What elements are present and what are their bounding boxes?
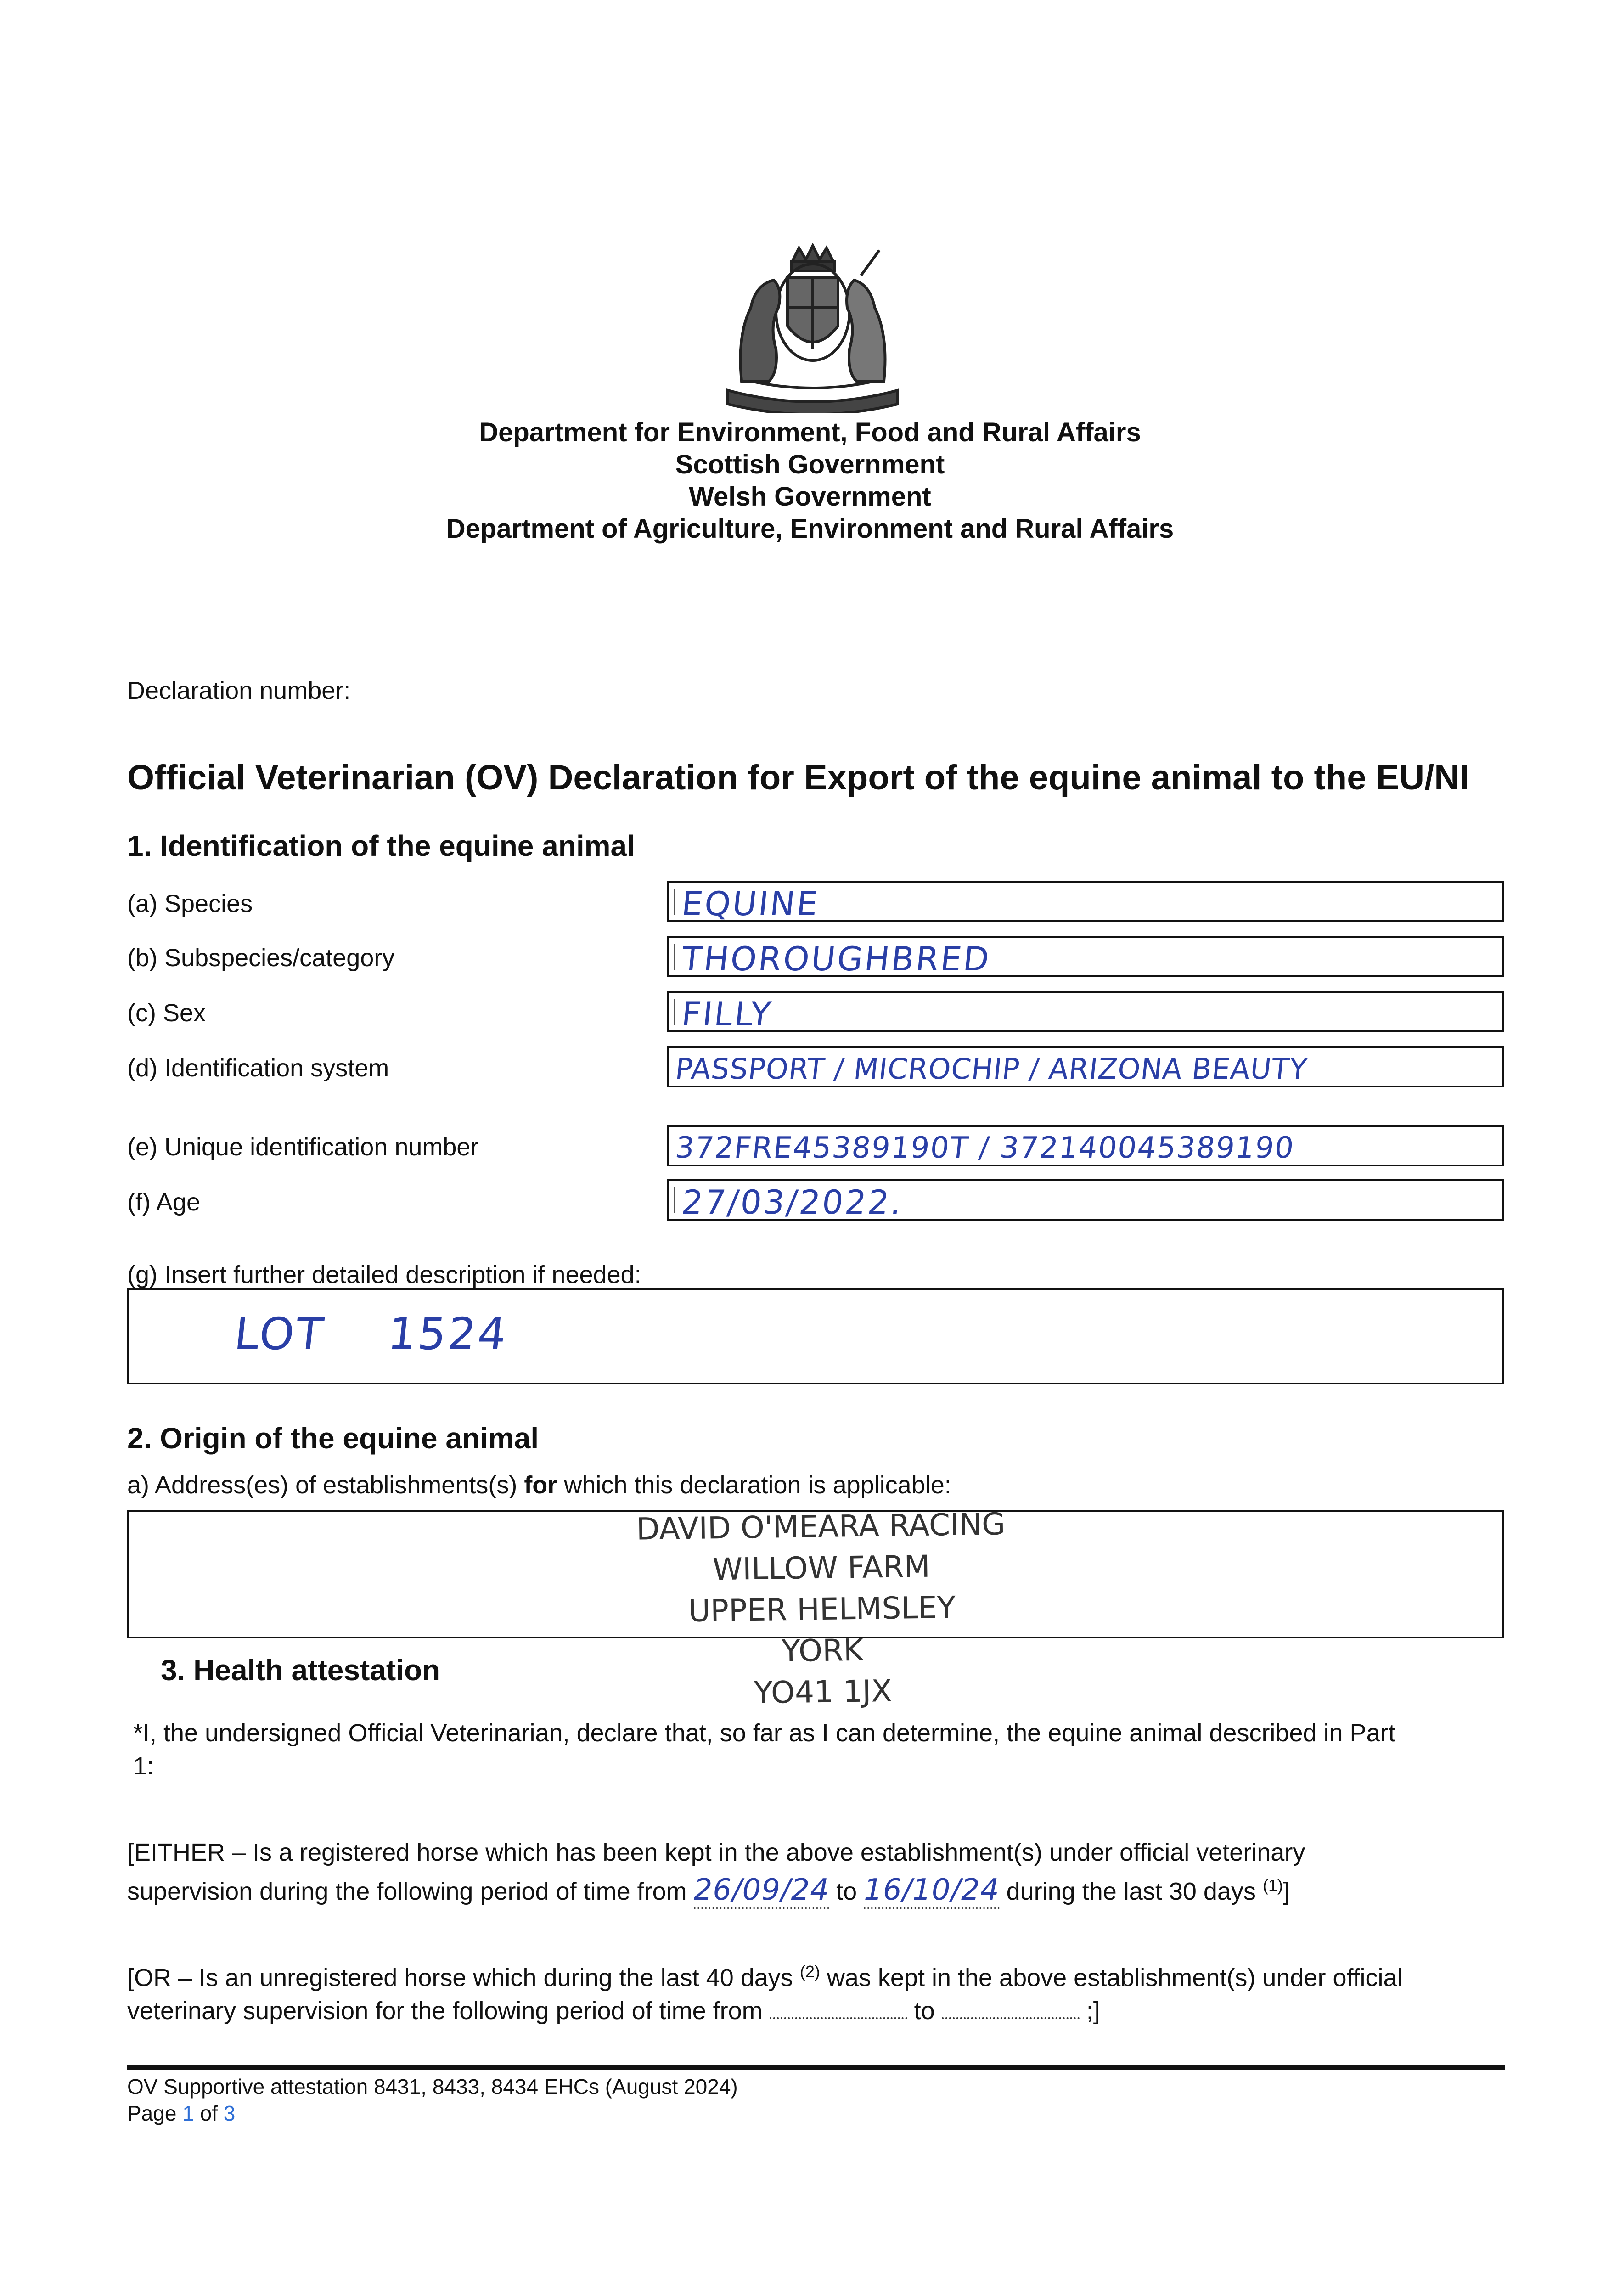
species-value: EQUINE xyxy=(680,884,821,923)
field-label-sex: (c) Sex xyxy=(127,999,206,1027)
either-text: during the last 30 days xyxy=(1006,1878,1256,1905)
footer-rule xyxy=(127,2065,1505,2070)
page-word: Page xyxy=(127,2101,177,2125)
field-label-age: (f) Age xyxy=(127,1188,201,1216)
or-close: ;] xyxy=(1086,1997,1100,2025)
further-description-value: LOT 1524 xyxy=(232,1308,511,1360)
document-title: Official Veterinarian (OV) Declaration for Export of the equine animal to the EU/NI xyxy=(127,758,1469,797)
or-text: was kept in the above establishment(s) under official xyxy=(827,1964,1403,1992)
either-from-date: 26/09/24 xyxy=(694,1873,829,1909)
further-description-label: (g) Insert further detailed description if needed: xyxy=(127,1261,641,1289)
unique-id-value: 372FRE45389190T / 372140045389190 xyxy=(674,1131,1296,1165)
page-total: 3 xyxy=(223,2101,236,2125)
either-close: ] xyxy=(1282,1878,1290,1905)
age-value: 27/03/2022. xyxy=(680,1183,906,1221)
or-paragraph xyxy=(127,1955,1504,2027)
address-line: WILLOW FARM xyxy=(712,1548,931,1587)
address-label-pre: a) Address(es) of establishments(s) xyxy=(127,1471,524,1499)
department-header xyxy=(0,416,1620,545)
section-1-heading: 1. Identification of the equine animal xyxy=(127,829,635,862)
department-line: Welsh Government xyxy=(689,482,931,512)
address-label-bold: for xyxy=(524,1471,557,1499)
field-bar xyxy=(674,999,675,1025)
subspecies-field xyxy=(667,936,1504,977)
address-line: UPPER HELMSLEY xyxy=(688,1589,956,1629)
or-to-word: to xyxy=(914,1997,935,2025)
identification-system-field xyxy=(667,1046,1504,1087)
field-label-unique-id: (e) Unique identification number xyxy=(127,1133,479,1161)
section-3-heading: 3. Health attestation xyxy=(161,1654,440,1687)
address-line: YORK xyxy=(781,1632,864,1669)
section-2-heading: 2. Origin of the equine animal xyxy=(127,1422,539,1455)
footnote-ref: (1) xyxy=(1262,1876,1283,1895)
unique-id-field xyxy=(667,1125,1504,1166)
declaration-line: 1: xyxy=(133,1752,154,1780)
department-line: Scottish Government xyxy=(675,450,945,479)
field-bar xyxy=(674,1187,675,1213)
field-bar xyxy=(674,944,675,970)
sex-field xyxy=(667,991,1504,1032)
age-field xyxy=(667,1179,1504,1221)
or-to-blank xyxy=(942,1999,1080,2019)
either-paragraph xyxy=(127,1836,1504,1908)
field-label-species: (a) Species xyxy=(127,890,253,917)
either-text: supervision during the following period of time from xyxy=(127,1878,687,1905)
identification-system-value: PASSPORT / MICROCHIP / ARIZONA BEAUTY xyxy=(674,1052,1310,1086)
field-label-subspecies: (b) Subspecies/category xyxy=(127,944,395,972)
of-word: of xyxy=(200,2101,218,2125)
field-label-identification-system: (d) Identification system xyxy=(127,1054,389,1082)
declaration-line: *I, the undersigned Official Veterinarian, declare that, so far as I can determine, the equine animal described in Part xyxy=(133,1719,1395,1747)
or-from-blank xyxy=(770,1999,907,2019)
further-description-box xyxy=(127,1288,1504,1384)
either-to-date: 16/10/24 xyxy=(864,1873,999,1909)
either-to-word: to xyxy=(836,1878,857,1905)
department-line: Department for Environment, Food and Rural Affairs xyxy=(479,417,1141,447)
royal-coat-of-arms-logo xyxy=(714,243,911,413)
address-line: DAVID O'MEARA RACING xyxy=(636,1506,1006,1547)
footer xyxy=(127,2073,738,2127)
declaration-paragraph xyxy=(133,1716,1504,1783)
address-stamp xyxy=(614,1503,1030,1716)
either-line: [EITHER – Is a registered horse which has been kept in the above establishment(s) under official veterinary xyxy=(127,1839,1305,1866)
page-current: 1 xyxy=(182,2101,194,2125)
field-bar xyxy=(674,889,675,915)
declaration-number-label: Declaration number: xyxy=(127,677,351,704)
department-line: Department of Agriculture, Environment and Rural Affairs xyxy=(446,514,1174,544)
page-indicator xyxy=(127,2100,738,2127)
footnote-ref: (2) xyxy=(799,1962,820,1981)
address-label-post: which this declaration is applicable: xyxy=(557,1471,951,1499)
either-line-2 xyxy=(127,1869,1504,1908)
address-label xyxy=(127,1469,951,1502)
address-line: YO41 1JX xyxy=(754,1673,893,1711)
sex-value: FILLY xyxy=(680,995,775,1033)
subspecies-value: THOROUGHBRED xyxy=(680,940,993,978)
species-field xyxy=(667,881,1504,922)
or-line-1 xyxy=(127,1955,1504,1994)
footer-attestation: OV Supportive attestation 8431, 8433, 8434 EHCs (August 2024) xyxy=(127,2075,738,2099)
or-text: [OR – Is an unregistered horse which during the last 40 days xyxy=(127,1964,793,1992)
or-text: veterinary supervision for the following period of time from xyxy=(127,1997,763,2025)
or-line-2 xyxy=(127,1994,1504,2027)
